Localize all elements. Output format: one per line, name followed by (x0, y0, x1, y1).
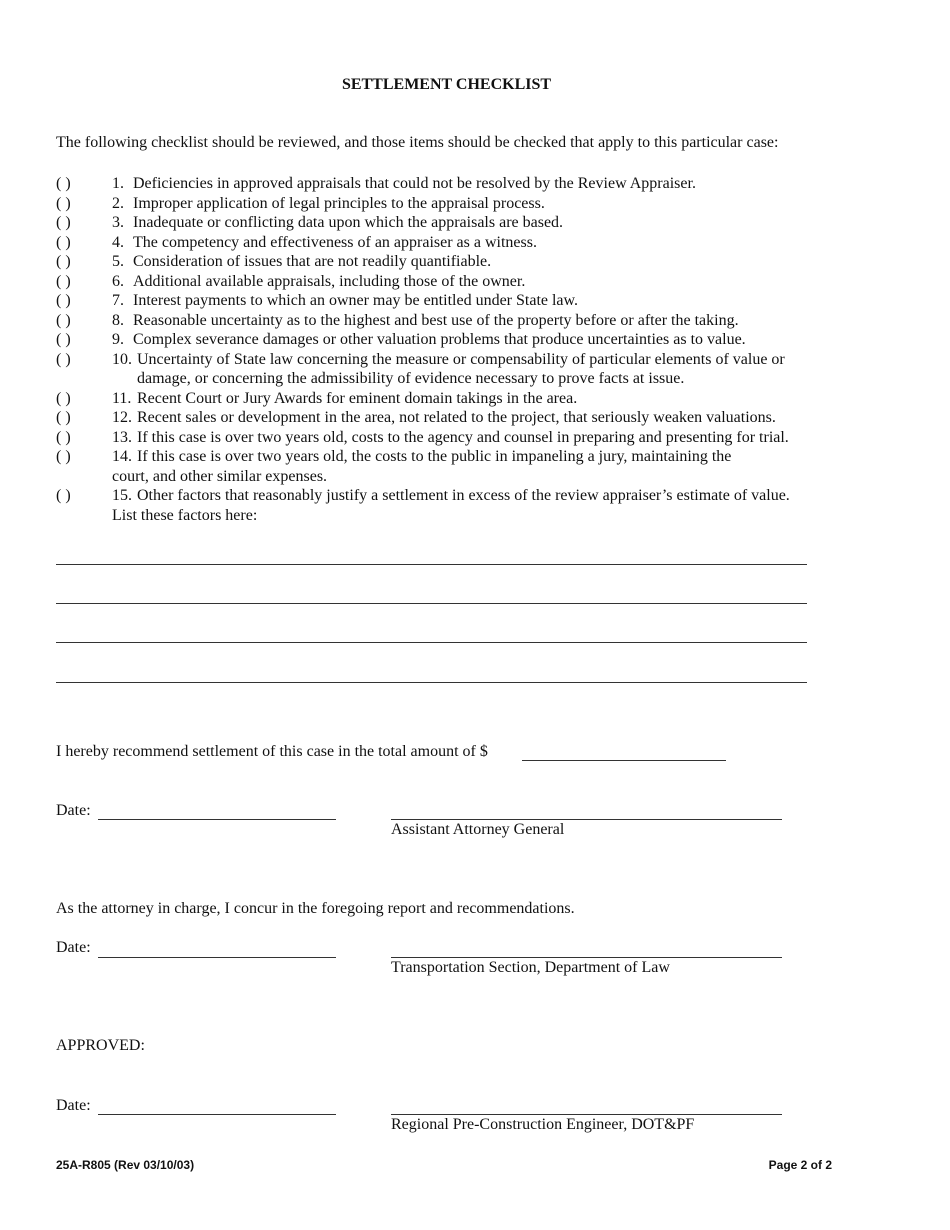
item-text-continued: List these factors here: (112, 506, 258, 524)
item-text: Complex severance damages or other valuation problems that produce uncertainties as to value. (133, 331, 746, 348)
amount-field[interactable] (522, 760, 726, 761)
signer-title: Regional Pre-Construction Engineer, DOT&PF (391, 1116, 695, 1133)
date-label: Date: (56, 1097, 91, 1114)
checkbox[interactable]: ( ) (56, 331, 71, 348)
item-number: 5. (112, 253, 124, 270)
factor-line[interactable] (56, 603, 807, 604)
item-number: 12. (112, 409, 132, 426)
checkbox[interactable]: ( ) (56, 272, 71, 290)
item-number: 11. (112, 389, 132, 407)
item-text: If this case is over two years old, the costs to the public in impaneling a jury, maintaining the (137, 448, 732, 465)
checkbox[interactable]: ( ) (56, 214, 71, 231)
checkbox[interactable]: ( ) (56, 292, 71, 309)
item-text: Improper application of legal principles to the appraisal process. (133, 194, 545, 212)
item-number: 13. (112, 428, 132, 446)
signer-title: Transportation Section, Department of Law (391, 959, 670, 976)
checkbox[interactable]: ( ) (56, 311, 71, 329)
item-number: 1. (112, 175, 124, 192)
checkbox[interactable]: ( ) (56, 253, 71, 270)
date-label: Date: (56, 939, 91, 956)
checkbox[interactable]: ( ) (56, 448, 71, 465)
item-text-continued: damage, or concerning the admissibility of evidence necessary to prove facts at issue. (137, 370, 685, 387)
checkbox[interactable]: ( ) (56, 409, 71, 426)
signature-line[interactable] (391, 1114, 782, 1115)
item-text: If this case is over two years old, costs to the agency and counsel in preparing and presenting for trial. (137, 428, 789, 446)
checkbox[interactable]: ( ) (56, 389, 71, 407)
factor-line[interactable] (56, 564, 807, 565)
concur-text: As the attorney in charge, I concur in the foregoing report and recommendations. (56, 900, 575, 917)
factor-line[interactable] (56, 682, 807, 683)
item-number: 6. (112, 272, 124, 290)
item-number: 9. (112, 331, 124, 348)
checkbox[interactable]: ( ) (56, 428, 71, 446)
item-number: 14. (112, 448, 132, 465)
checkbox[interactable]: ( ) (56, 175, 71, 192)
date-field[interactable] (98, 1114, 336, 1115)
item-number: 10. (112, 350, 132, 368)
form-number: 25A-R805 (Rev 03/10/03) (56, 1158, 195, 1172)
item-number: 4. (112, 233, 124, 251)
item-text: Inadequate or conflicting data upon which the appraisals are based. (133, 214, 564, 231)
date-field[interactable] (98, 957, 336, 958)
checkbox[interactable]: ( ) (56, 487, 71, 504)
item-text-continued: court, and other similar expenses. (112, 467, 328, 485)
item-text: Other factors that reasonably justify a settlement in excess of the review appraiser’s estimate of value. (137, 487, 790, 504)
date-label: Date: (56, 802, 91, 819)
factor-line[interactable] (56, 642, 807, 643)
recommend-text: I hereby recommend settlement of this case in the total amount of $ (56, 743, 488, 760)
item-text: Uncertainty of State law concerning the measure or compensability of particular elements of value or (137, 350, 785, 368)
checkbox[interactable]: ( ) (56, 233, 71, 251)
item-text: Additional available appraisals, including those of the owner. (133, 272, 526, 290)
item-text: Recent Court or Jury Awards for eminent domain takings in the area. (137, 389, 578, 407)
page-number: Page 2 of 2 (768, 1158, 832, 1172)
item-text: Reasonable uncertainty as to the highest and best use of the property before or after the taking. (133, 311, 739, 329)
item-number: 2. (112, 194, 124, 212)
item-number: 3. (112, 214, 124, 231)
checkbox[interactable]: ( ) (56, 350, 71, 368)
approved-label: APPROVED: (56, 1037, 145, 1054)
signer-title: Assistant Attorney General (391, 821, 565, 838)
item-text: The competency and effectiveness of an appraiser as a witness. (133, 233, 537, 251)
item-text: Deficiencies in approved appraisals that could not be resolved by the Review Appraiser. (133, 175, 696, 192)
item-number: 8. (112, 311, 124, 329)
intro-text: The following checklist should be reviewed, and those items should be checked that apply to this particular case: (56, 134, 779, 151)
checkbox[interactable]: ( ) (56, 194, 71, 212)
page-title: SETTLEMENT CHECKLIST (341, 76, 552, 93)
item-text: Consideration of issues that are not readily quantifiable. (133, 253, 492, 270)
signature-line[interactable] (391, 957, 782, 958)
item-number: 7. (112, 292, 124, 309)
item-text: Recent sales or development in the area, not related to the project, that seriously weaken valuations. (137, 409, 776, 426)
date-field[interactable] (98, 819, 336, 820)
signature-line[interactable] (391, 819, 782, 820)
item-number: 15. (112, 487, 132, 504)
item-text: Interest payments to which an owner may be entitled under State law. (133, 292, 579, 309)
